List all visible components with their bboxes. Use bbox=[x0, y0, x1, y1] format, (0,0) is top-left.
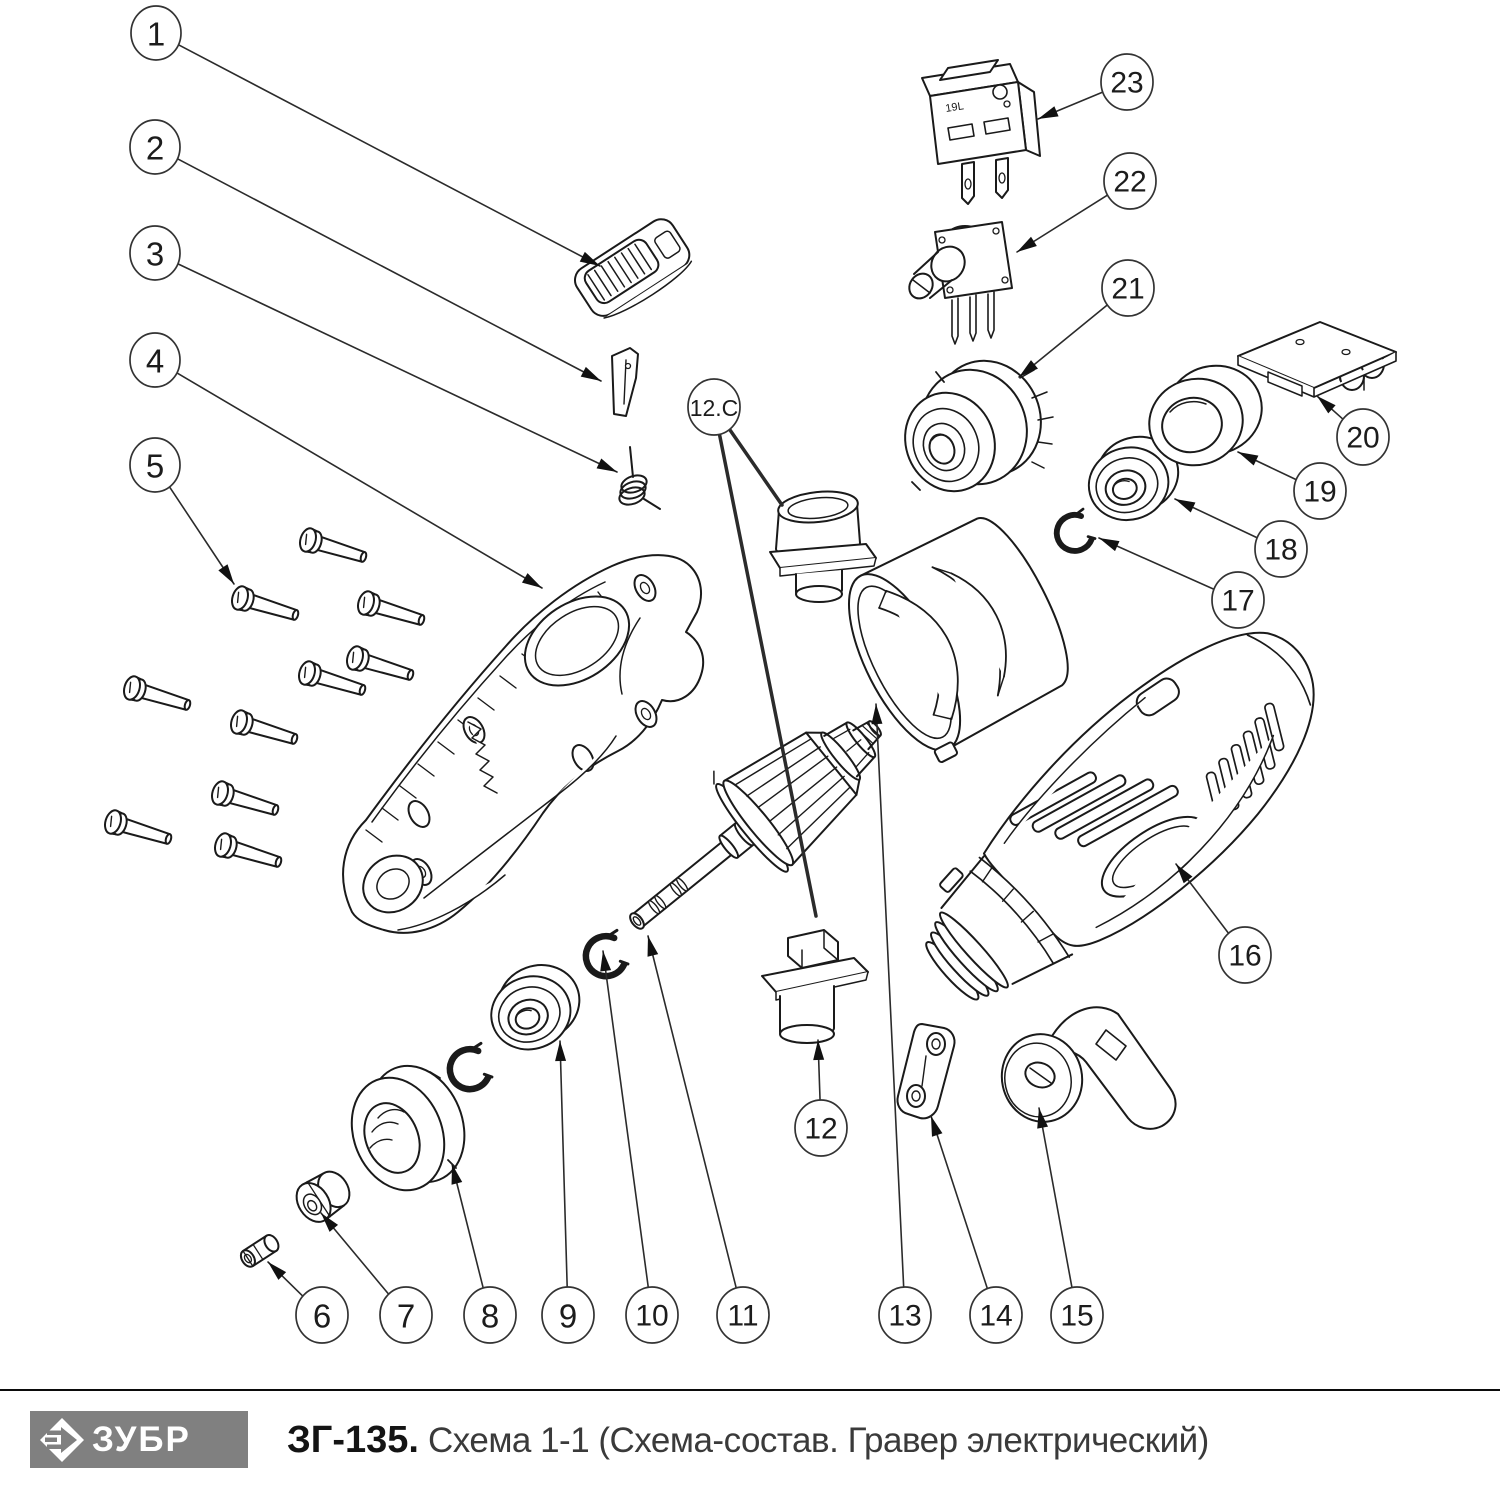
brand-logo-text: ЗУБР bbox=[92, 1420, 191, 1459]
callout-number-19: 19 bbox=[1303, 475, 1337, 509]
callout-number-4: 4 bbox=[145, 342, 165, 380]
leader-arrowhead bbox=[1017, 237, 1037, 252]
part-22-potentiometer bbox=[905, 222, 1012, 344]
leader-arrowhead bbox=[522, 573, 542, 588]
callout-number-5: 5 bbox=[145, 447, 165, 485]
brand-logo bbox=[30, 1411, 248, 1468]
callout-12 bbox=[795, 1040, 847, 1156]
part-17-circlip-rear bbox=[1052, 508, 1097, 555]
part-23-rocker-switch bbox=[922, 60, 1040, 204]
callout-11 bbox=[648, 936, 769, 1343]
callout-3 bbox=[130, 226, 617, 472]
leader-line-13 bbox=[876, 704, 904, 1288]
leader-arrowhead bbox=[1019, 360, 1038, 377]
part-7-collet-nut bbox=[290, 1164, 357, 1228]
callout-number-16: 16 bbox=[1228, 939, 1262, 973]
part-20-support-plate bbox=[1238, 322, 1396, 397]
part-15-lock-lever bbox=[994, 1007, 1176, 1129]
footer-divider bbox=[0, 1389, 1500, 1391]
callout-number-21: 21 bbox=[1111, 272, 1145, 306]
callout-number-12.C: 12.C bbox=[689, 395, 739, 421]
callout-number-18: 18 bbox=[1264, 533, 1298, 567]
callout-2 bbox=[130, 120, 601, 381]
callout-22 bbox=[1017, 153, 1156, 252]
callout-6 bbox=[268, 1262, 348, 1343]
callout-number-8: 8 bbox=[480, 1297, 500, 1335]
part-6-collet bbox=[238, 1232, 281, 1269]
leader-line-12.C bbox=[729, 429, 782, 505]
leader-line-11 bbox=[648, 936, 736, 1289]
leader-line-14 bbox=[931, 1116, 988, 1289]
part-14-link-bar bbox=[897, 1024, 954, 1118]
callout-5 bbox=[130, 438, 234, 584]
callout-number-13: 13 bbox=[888, 1299, 922, 1333]
callout-23 bbox=[1038, 54, 1153, 119]
part-circlip-mid bbox=[446, 1043, 493, 1093]
leader-arrowhead bbox=[1175, 499, 1195, 513]
callout-number-20: 20 bbox=[1346, 421, 1380, 455]
schema-caption bbox=[287, 1419, 1209, 1462]
switch-marking: 19L bbox=[944, 100, 965, 115]
leader-line-15 bbox=[1039, 1108, 1072, 1288]
callout-number-22: 22 bbox=[1113, 165, 1147, 199]
callout-number-2: 2 bbox=[145, 129, 165, 167]
leader-arrowhead bbox=[452, 1164, 463, 1185]
leader-arrowhead bbox=[931, 1116, 942, 1137]
callout-17 bbox=[1099, 538, 1264, 628]
schema-subtitle: Схема 1-1 (Схема-состав. Гравер электрический) bbox=[427, 1421, 1209, 1460]
callout-1 bbox=[131, 6, 600, 266]
callout-number-7: 7 bbox=[396, 1297, 416, 1335]
leader-arrowhead bbox=[1238, 452, 1258, 466]
leader-arrowhead bbox=[600, 951, 611, 972]
part-3-torsion-spring bbox=[617, 447, 660, 509]
callout-number-15: 15 bbox=[1060, 1299, 1094, 1333]
callout-18 bbox=[1175, 499, 1307, 577]
callout-15 bbox=[1037, 1108, 1103, 1343]
leader-arrowhead bbox=[1099, 538, 1120, 551]
leader-line-10 bbox=[603, 951, 648, 1288]
callout-14 bbox=[931, 1116, 1022, 1343]
leader-arrowhead bbox=[218, 564, 234, 584]
leader-line-1 bbox=[179, 45, 600, 266]
leader-arrowhead bbox=[555, 1041, 566, 1061]
callout-21 bbox=[1019, 260, 1154, 377]
part-1-slider-button bbox=[570, 214, 699, 327]
leader-arrowhead bbox=[1038, 106, 1059, 119]
callout-16 bbox=[1176, 864, 1271, 983]
callout-number-9: 9 bbox=[558, 1297, 578, 1335]
leader-line-2 bbox=[178, 159, 601, 381]
leader-line-3 bbox=[178, 264, 617, 472]
leader-line-9 bbox=[560, 1041, 567, 1288]
schema-model: ЗГ-135. bbox=[287, 1419, 419, 1461]
callout-number-1: 1 bbox=[146, 15, 166, 53]
leader-arrowhead bbox=[648, 936, 659, 957]
callout-9 bbox=[542, 1041, 594, 1343]
callout-20 bbox=[1317, 396, 1389, 465]
callout-8 bbox=[452, 1164, 516, 1343]
part-9-bearing-front bbox=[478, 954, 592, 1061]
brand-logo-icon bbox=[39, 1417, 85, 1463]
part-2-switch-latch bbox=[612, 348, 638, 416]
part-12-brush-holder bbox=[762, 930, 868, 1043]
callout-number-23: 23 bbox=[1110, 66, 1144, 100]
callout-number-14: 14 bbox=[979, 1299, 1013, 1333]
leader-arrowhead bbox=[871, 704, 882, 724]
leader-arrowhead bbox=[581, 367, 601, 381]
callout-19 bbox=[1238, 452, 1346, 519]
callout-number-10: 10 bbox=[635, 1299, 669, 1333]
leader-arrowhead bbox=[597, 458, 617, 472]
callout-number-3: 3 bbox=[145, 235, 165, 273]
callout-number-17: 17 bbox=[1221, 584, 1255, 618]
callout-number-12: 12 bbox=[804, 1112, 838, 1146]
callout-number-6: 6 bbox=[312, 1297, 332, 1335]
callout-number-11: 11 bbox=[727, 1299, 759, 1333]
